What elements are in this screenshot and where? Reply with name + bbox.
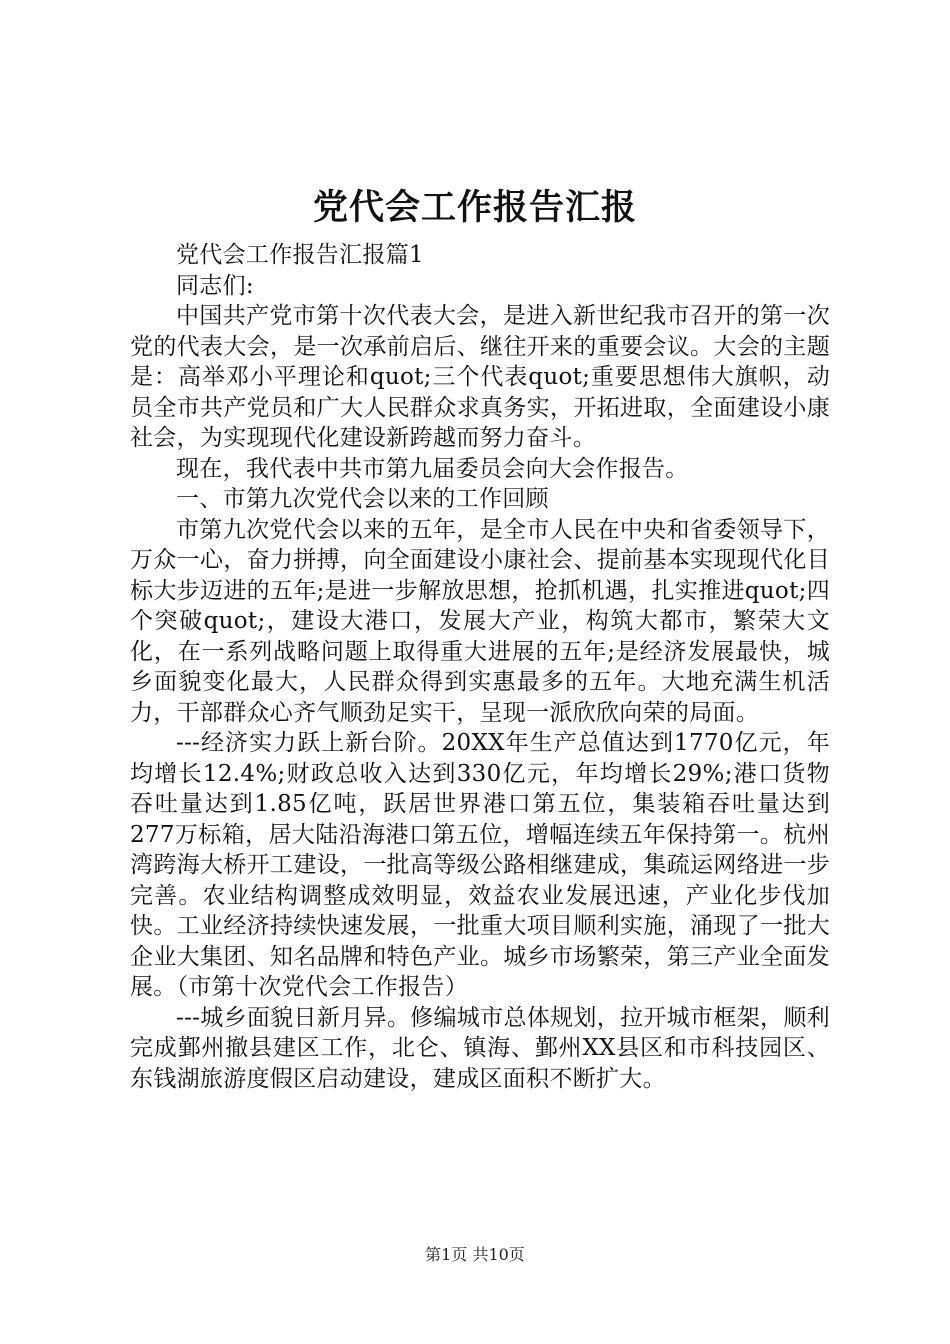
- paragraph: ---经济实力跃上新台阶。20XX年生产总值达到1770亿元，年均增长12.4%;财政总收入达到330亿元，年均增长29%;港口货物吞吐量达到1.85亿吨，跃居世界港口第五位，集装箱吞吐量达到277万标箱，居大陆沿海港口第五位，增幅连续五年保持第一。杭州湾跨海大桥开工建设，一批高等级公路相继建成，集疏运网络进一步完善。农业结构调整成效明显，效益农业发展迅速，产业化步伐加快。工业经济持续快速发展，一批重大项目顺利实施，涌现了一批大企业大集团、知名品牌和特色产业。城乡市场繁荣，第三产业全面发展。（市第十次党代会工作报告）: [130, 730, 830, 1000]
- paragraph: 市第九次党代会以来的五年，是全市人民在中央和省委领导下，万众一心，奋力拼搏，向全面建设小康社会、提前基本实现现代化目标大步迈进的五年;是进一步解放思想，抢抓机遇，扎实推进quot;四个突破quot;，建设大港口，发展大产业，构筑大都市，繁荣大文化，在一系列战略问题上取得重大进展的五年;是经济发展最快，城乡面貌变化最大，人民群众得到实惠最多的五年。大地充满生机活力，干部群众心齐气顺劲足实干，呈现一派欣欣向荣的局面。: [130, 516, 830, 726]
- document-body: [130, 240, 830, 1094]
- section-heading: 一、市第九次党代会以来的工作回顾: [176, 486, 549, 512]
- paragraph: 中国共产党市第十次代表大会，是进入新世纪我市召开的第一次党的代表大会，是一次承前启后、继往开来的重要会议。大会的主题是：高举邓小平理论和quot;三个代表quot;重要思想伟大旗帜，动员全市共产党员和广大人民群众求真务实，开拓进取，全面建设小康社会，为实现现代化建设新跨越而努力奋斗。: [130, 303, 830, 451]
- paragraph: 现在，我代表中共市第九届委员会向大会作报告。: [176, 455, 689, 482]
- page-number-footer: 第1页 共10页: [425, 1245, 525, 1264]
- section-heading: 党代会工作报告汇报篇1: [176, 242, 424, 268]
- paragraph: ---城乡面貌日新月异。修编城市总体规划，拉开城市框架，顺利完成鄞州撤县建区工作，北仑、镇海、鄞州XX县区和市科技园区、东钱湖旅游度假区启动建设，建成区面积不断扩大。: [130, 1004, 830, 1092]
- salutation: 同志们:: [176, 272, 254, 299]
- document-title: 党代会工作报告汇报: [312, 187, 637, 228]
